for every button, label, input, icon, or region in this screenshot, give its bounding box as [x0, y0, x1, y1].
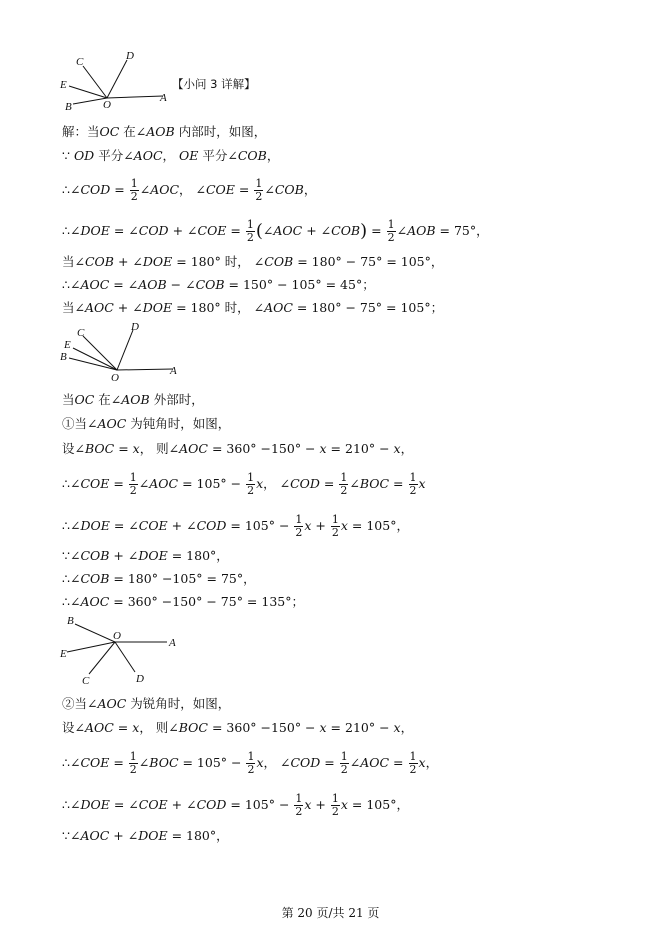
text-line-4: ∴∠DOE = ∠COD + ∠COE = $\frac{1}{2}$ (∠AOC + ∠COB) = $\frac{1}{2}$ ∠AOB = 75°，: [62, 218, 489, 244]
fig1-label-d: D: [126, 50, 134, 62]
text-line-16: ②当∠AOC 为锐角时，如图，: [62, 696, 231, 711]
fig1-label-o: O: [103, 99, 111, 111]
text-line-15: ∴∠AOC = 360° −150° − 75° = 135°；: [62, 594, 304, 609]
text-line-13: ∵∠COB + ∠DOE = 180°，: [62, 548, 229, 563]
text-line-14: ∴∠COB = 180° −105° = 75°，: [62, 571, 256, 586]
fig3-label-b: B: [67, 615, 74, 627]
text-line-11: ∴∠COE = $\frac{1}{2}$ ∠AOC = 105° − $\frac{1}{2}$ x， ∠COD = $\frac{1}{2}$ ∠BOC = $\frac{1}{2}$ x: [62, 471, 426, 497]
fig3-label-a: A: [169, 637, 176, 649]
fig3-label-d: D: [136, 673, 144, 685]
fig2-label-c: C: [77, 327, 85, 339]
fig1-label-c: C: [76, 56, 84, 68]
page-footer: 第 20 页/共 21 页: [281, 906, 380, 920]
text-line-20: ∵∠AOC + ∠DOE = 180°，: [62, 828, 229, 843]
text-line-3: ∴∠COD = $\frac{1}{2}$ ∠AOC， ∠COE = $\frac{1}{2}$ ∠COB，: [62, 177, 317, 203]
text-line-6: ∴∠AOC = ∠AOB − ∠COB = 150° − 105° = 45°；: [62, 277, 375, 292]
text-line-17: 设∠AOC = x， 则∠BOC = 360° −150° − x = 210° − x，: [62, 720, 414, 735]
geometry-figure-3: [55, 612, 185, 686]
fig1-label-b: B: [65, 101, 72, 113]
text-line-7: 当∠AOC + ∠DOE = 180° 时， ∠AOC = 180° − 75° = 105°；: [62, 300, 444, 315]
fig2-label-d: D: [131, 321, 139, 333]
text-line-18: ∴∠COE = $\frac{1}{2}$ ∠BOC = 105° − $\frac{1}{2}$ x， ∠COD = $\frac{1}{2}$ ∠AOC = $\frac{1}{2}$ x，: [62, 750, 439, 776]
fig1-label-a: A: [160, 92, 167, 104]
text-line-12: ∴∠DOE = ∠COE + ∠COD = 105° − $\frac{1}{2}$ x + $\frac{1}{2}$ x = 105°，: [62, 513, 409, 539]
fig1-label-e: E: [60, 79, 67, 91]
text-line-10: 设∠BOC = x， 则∠AOC = 360° −150° − x = 210° − x，: [62, 441, 414, 456]
text-line-8: 当OC 在∠AOB 外部时，: [62, 392, 204, 407]
section-header: 【小问 3 详解】: [172, 77, 256, 91]
fig2-label-o: O: [111, 372, 119, 384]
fig3-label-c: C: [82, 675, 90, 687]
fig2-label-b: B: [60, 351, 67, 363]
fig2-label-a: A: [170, 365, 177, 377]
text-line-19: ∴∠DOE = ∠COE + ∠COD = 105° − $\frac{1}{2}$ x + $\frac{1}{2}$ x = 105°，: [62, 792, 409, 818]
text-line-9: ①当∠AOC 为钝角时，如图，: [62, 416, 231, 431]
geometry-figure-2: [55, 318, 185, 384]
fig3-label-e: E: [60, 648, 67, 660]
geometry-figure-1: [55, 48, 175, 113]
fig3-label-o: O: [113, 630, 121, 642]
text-line-5: 当∠COB + ∠DOE = 180° 时， ∠COB = 180° − 75° = 105°，: [62, 254, 444, 269]
text-line-2: ∵ OD 平分∠AOC， OE 平分∠COB，: [62, 148, 280, 163]
text-line-1: 解：当OC 在∠AOB 内部时，如图，: [62, 124, 267, 139]
fig2-label-e: E: [64, 339, 71, 351]
